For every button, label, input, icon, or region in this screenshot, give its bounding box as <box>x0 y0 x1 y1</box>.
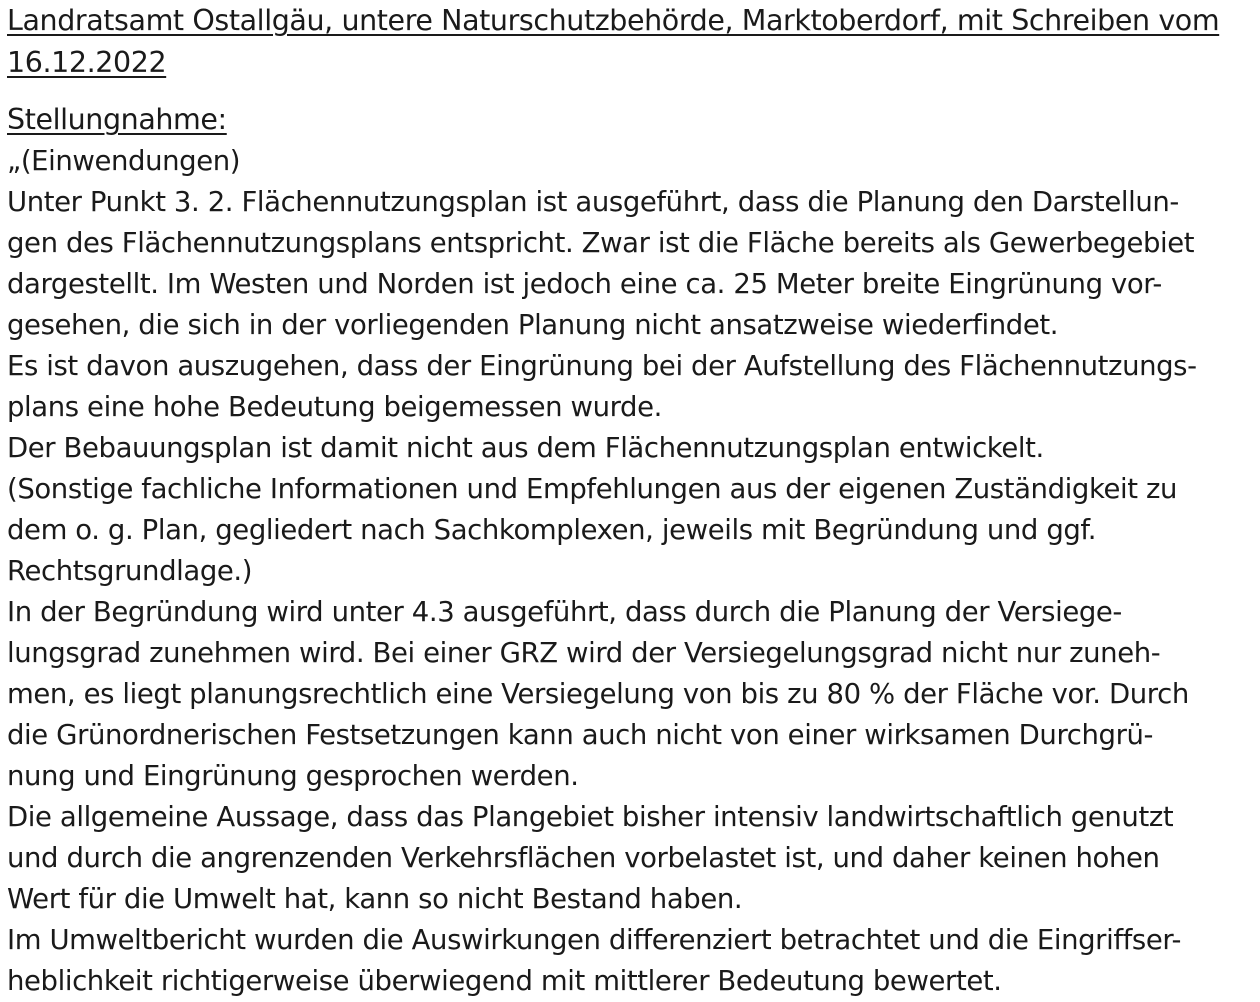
body-line: plans eine hohe Bedeutung beigemessen wurde. <box>7 391 662 423</box>
body-line: Rechtsgrundlage.) <box>7 555 253 587</box>
body-line: Es ist davon auszugehen, dass der Eingrünung bei der Aufstellung des Flächennutzungs- <box>7 350 1197 382</box>
body-line: dargestellt. Im Westen und Norden ist jedoch eine ca. 25 Meter breite Eingrünung vor- <box>7 268 1162 300</box>
spacer <box>7 84 1255 99</box>
body-line: und durch die angrenzenden Verkehrsflächen vorbelastet ist, und daher keinen hohen <box>7 842 1160 874</box>
document-page <box>7 0 1255 1002</box>
body-line: dem o. g. Plan, gegliedert nach Sachkomplexen, jeweils mit Begründung und ggf. <box>7 514 1097 546</box>
body-line: (Sonstige fachliche Informationen und Empfehlungen aus der eigenen Zuständigkeit zu <box>7 473 1178 505</box>
body-line: gen des Flächennutzungsplans entspricht. Zwar ist die Fläche bereits als Gewerbegebiet <box>7 227 1195 259</box>
title-line-2: 16.12.2022 <box>7 46 167 79</box>
body-line: die Grünordnerischen Festsetzungen kann auch nicht von einer wirksamen Durchgrü- <box>7 719 1154 751</box>
body-line: nung und Eingrünung gesprochen werden. <box>7 760 579 792</box>
body-line: In der Begründung wird unter 4.3 ausgeführt, dass durch die Planung der Versiege- <box>7 596 1122 628</box>
body-line: Unter Punkt 3. 2. Flächennutzungsplan ist ausgeführt, dass die Planung den Darstellun- <box>7 186 1179 218</box>
statement-body <box>7 141 1255 1002</box>
body-line: gesehen, die sich in der vorliegenden Planung nicht ansatzweise wiederfindet. <box>7 309 1059 341</box>
body-line: Der Bebauungsplan ist damit nicht aus dem Flächennutzungsplan entwickelt. <box>7 432 1044 464</box>
section-heading: Stellungnahme: <box>7 103 227 136</box>
document-title <box>7 0 1255 84</box>
title-line-1: Landratsamt Ostallgäu, untere Naturschutzbehörde, Marktoberdorf, mit Schreiben vom <box>7 4 1220 37</box>
body-line: lungsgrad zunehmen wird. Bei einer GRZ wird der Versiegelungsgrad nicht nur zuneh- <box>7 637 1161 669</box>
body-line: men, es liegt planungsrechtlich eine Versiegelung von bis zu 80 % der Fläche vor. Durch <box>7 678 1189 710</box>
body-line: Im Umweltbericht wurden die Auswirkungen differenziert betrachtet und die Eingriffser- <box>7 924 1182 956</box>
body-line: Wert für die Umwelt hat, kann so nicht Bestand haben. <box>7 883 743 915</box>
body-line: „(Einwendungen) <box>7 145 241 177</box>
body-line: heblichkeit richtigerweise überwiegend mit mittlerer Bedeutung bewertet. <box>7 965 1002 997</box>
body-line: Die allgemeine Aussage, dass das Plangebiet bisher intensiv landwirtschaftlich genutzt <box>7 801 1174 833</box>
